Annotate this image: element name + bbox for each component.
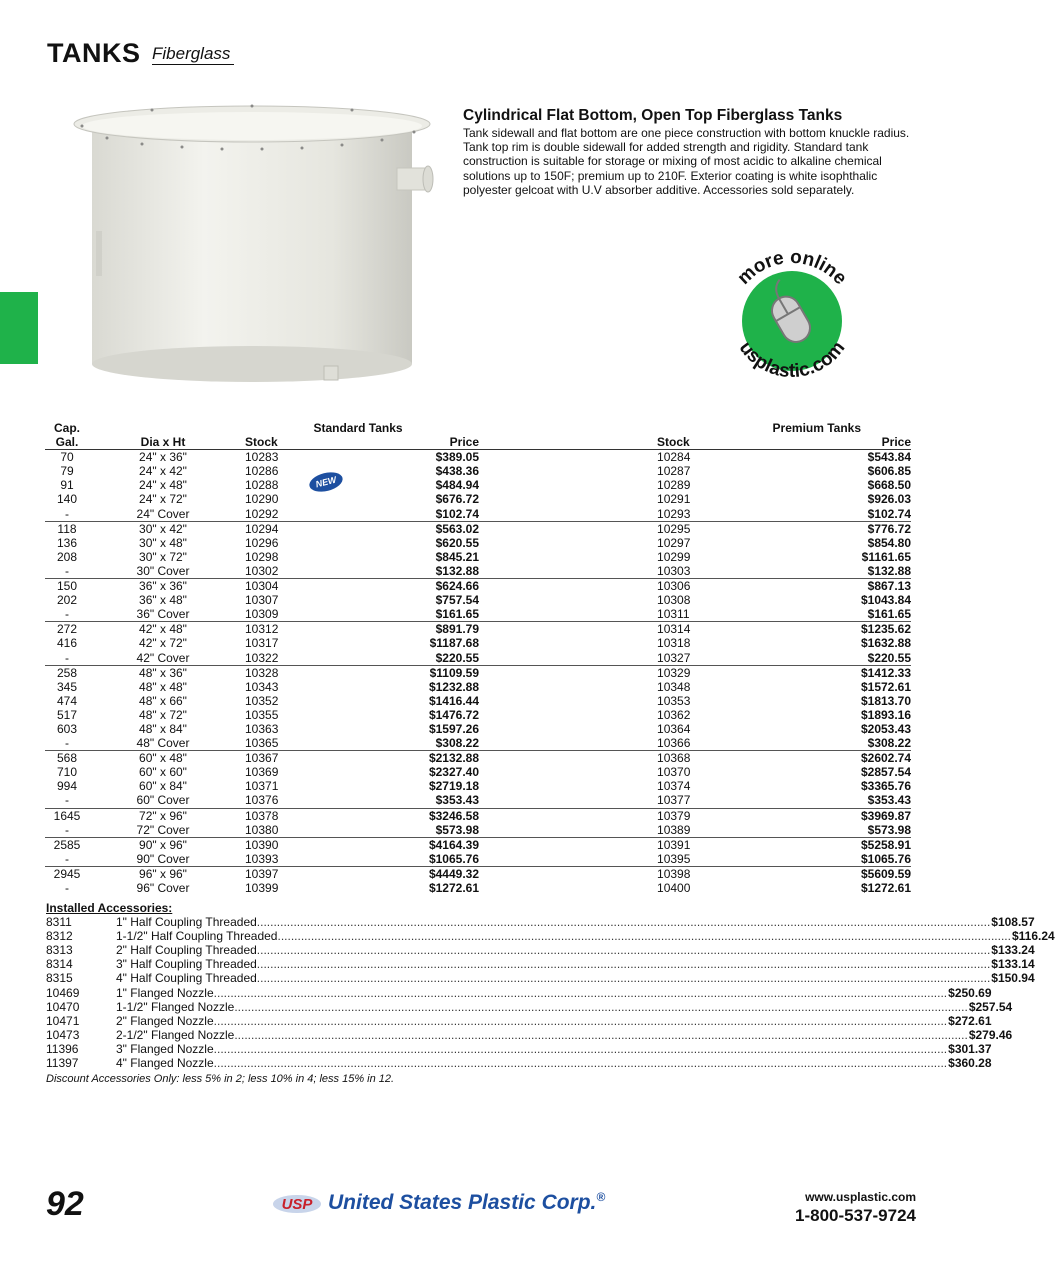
table-row <box>45 593 911 607</box>
accessory-stock: 8313 <box>46 943 73 958</box>
standard-stock-cell: 10343 <box>245 679 279 694</box>
premium-stock-cell: 10308 <box>657 593 691 608</box>
dimensions-cell: 48" x 72" <box>139 707 187 722</box>
premium-price-cell: $102.74 <box>747 507 911 522</box>
accessory-stock: 10473 <box>46 1027 80 1042</box>
standard-stock-cell: 10378 <box>245 808 279 823</box>
standard-price-cell: $2719.18 <box>428 779 480 794</box>
standard-price-cell: $573.98 <box>329 823 479 838</box>
capacity-cell: 150 <box>56 579 78 594</box>
accessory-price: $279.46 <box>968 1027 1013 1042</box>
table-row <box>45 779 911 793</box>
premium-stock-cell: 10284 <box>657 450 691 465</box>
accessory-description: 3" Half Coupling Threaded............................................................................................................................................................................................................................ <box>116 957 991 972</box>
premium-price-cell: $5258.91 <box>860 837 912 852</box>
premium-price-cell: $573.98 <box>747 823 911 838</box>
premium-stock-cell: 10297 <box>657 535 691 550</box>
page-number: 92 <box>46 1185 84 1223</box>
standard-stock-cell: 10290 <box>245 492 279 507</box>
premium-stock-cell: 10299 <box>657 549 691 564</box>
dimensions-cell: 42" x 48" <box>139 622 187 637</box>
accessory-description: 4" Flanged Nozzle............................................................................................................................................................................................................................ <box>116 1056 948 1071</box>
premium-tanks-header: Premium Tanks <box>772 421 862 435</box>
dimensions-cell: 72" Cover <box>89 823 237 838</box>
standard-stock-cell: 10288 <box>245 478 279 493</box>
dimensions-cell: 60" x 60" <box>139 765 187 780</box>
discount-note: Discount Accessories Only: less 5% in 2; less 10% in 4; less 15% in 12. <box>46 1073 395 1086</box>
company-name: United States Plastic Corp.® <box>328 1190 606 1214</box>
standard-stock-cell: 10312 <box>245 622 279 637</box>
premium-stock-cell: 10289 <box>657 478 691 493</box>
dimensions-cell: 36" x 48" <box>139 593 187 608</box>
accessory-stock: 11396 <box>46 1041 79 1056</box>
tanks-price-table <box>45 421 911 895</box>
premium-stock-cell: 10368 <box>657 751 691 766</box>
capacity-cell: - <box>45 793 89 808</box>
capacity-cell: 118 <box>57 521 77 536</box>
standard-stock-cell: 10292 <box>237 507 329 522</box>
dimensions-cell: 90" x 96" <box>139 837 187 852</box>
premium-price-cell: $1043.84 <box>860 593 912 608</box>
standard-price-cell: $1232.88 <box>428 679 480 694</box>
table-row <box>45 736 911 751</box>
premium-price-cell: $926.03 <box>867 492 912 507</box>
premium-price-cell: $3365.76 <box>860 779 912 794</box>
table-row <box>45 579 911 594</box>
premium-price-cell: $668.50 <box>867 478 912 493</box>
standard-stock-cell: 10317 <box>245 636 279 651</box>
standard-tanks-header: Standard Tanks <box>313 421 403 435</box>
tank-image <box>62 96 442 396</box>
standard-price-cell: $132.88 <box>329 564 479 579</box>
standard-stock-header: Stock <box>237 435 329 450</box>
product-title: Cylindrical Flat Bottom, Open Top Fiberglass Tanks <box>463 107 843 124</box>
dimensions-cell: 60" x 84" <box>139 779 187 794</box>
premium-price-cell: $353.43 <box>747 793 911 808</box>
standard-price-cell: $620.55 <box>435 535 480 550</box>
dimensions-cell: 24" x 36" <box>139 450 187 465</box>
capacity-cell: - <box>45 736 89 751</box>
accessory-price: $272.61 <box>948 1013 992 1028</box>
accessory-item <box>46 1027 1013 1042</box>
standard-price-cell: $563.02 <box>435 521 480 536</box>
standard-price-cell: $1109.59 <box>429 665 480 680</box>
table-row <box>45 793 911 808</box>
premium-price-cell: $1161.65 <box>861 549 912 564</box>
capacity-cell: 994 <box>56 779 78 794</box>
table-row <box>45 808 911 823</box>
standard-price-cell: $308.22 <box>329 736 479 751</box>
accessory-stock: 8311 <box>46 915 72 930</box>
dimensions-cell: 24" Cover <box>89 507 237 522</box>
table-row <box>45 694 911 708</box>
premium-stock-cell: 10329 <box>657 665 691 680</box>
standard-stock-cell: 10296 <box>245 535 279 550</box>
table-row <box>45 564 911 579</box>
premium-stock-cell: 10306 <box>657 579 691 594</box>
premium-stock-cell: 10318 <box>657 636 691 651</box>
table-row <box>45 622 911 637</box>
standard-price-cell: $676.72 <box>435 492 480 507</box>
table-row <box>45 722 911 736</box>
premium-stock-cell: 10364 <box>657 721 691 736</box>
premium-stock-cell: 10291 <box>657 492 691 507</box>
dimensions-cell: 30" x 48" <box>139 535 187 550</box>
premium-stock-cell: 10391 <box>657 837 691 852</box>
capacity-cell: - <box>45 607 89 622</box>
accessories-list <box>46 915 1055 1071</box>
capacity-cell: 474 <box>56 693 78 708</box>
accessory-stock: 8312 <box>46 929 73 944</box>
dimensions-cell: 24" x 42" <box>139 464 187 479</box>
premium-price-header: Price <box>747 435 911 450</box>
table-row <box>45 651 911 666</box>
accessory-item <box>46 915 1035 930</box>
standard-stock-cell: 10294 <box>245 521 279 536</box>
accessory-stock: 10470 <box>46 999 80 1014</box>
premium-price-cell: $1572.61 <box>860 679 912 694</box>
standard-stock-cell: 10352 <box>245 693 279 708</box>
standard-price-cell: $757.54 <box>435 593 480 608</box>
standard-stock-cell: 10397 <box>245 866 279 881</box>
website-link[interactable]: www.usplastic.com <box>805 1190 916 1204</box>
standard-price-cell: $891.79 <box>435 622 480 637</box>
premium-price-cell: $776.72 <box>867 521 912 536</box>
capacity-cell: 1645 <box>53 808 81 823</box>
section-tab <box>0 292 38 364</box>
capacity-cell: 208 <box>56 549 78 564</box>
accessory-item <box>46 985 992 1000</box>
standard-stock-cell: 10328 <box>245 665 279 680</box>
capacity-cell: 517 <box>56 707 78 722</box>
standard-stock-cell: 10309 <box>237 607 329 622</box>
standard-price-cell: $1416.44 <box>428 693 480 708</box>
premium-price-cell: $1065.76 <box>747 852 911 867</box>
dimensions-cell: 48" x 84" <box>139 721 187 736</box>
premium-stock-cell: 10370 <box>657 765 691 780</box>
standard-price-cell: $1187.68 <box>429 636 480 651</box>
table-row <box>45 521 911 536</box>
accessory-description: 2" Half Coupling Threaded............................................................................................................................................................................................................................ <box>116 943 991 958</box>
standard-stock-cell: 10363 <box>245 721 279 736</box>
accessory-description: 2" Flanged Nozzle............................................................................................................................................................................................................................ <box>116 1013 948 1028</box>
standard-price-cell: $484.94 <box>435 478 480 493</box>
standard-price-cell: $389.05 <box>435 450 480 465</box>
table-row <box>45 607 911 622</box>
capacity-cell: 345 <box>56 679 78 694</box>
premium-stock-cell: 10348 <box>657 679 691 694</box>
premium-stock-cell: 10287 <box>657 464 691 479</box>
table-row <box>45 464 911 478</box>
usplastic-text: usplastic.com <box>734 337 850 383</box>
new-badge: NEW <box>307 469 344 495</box>
standard-price-cell: $3246.58 <box>428 808 480 823</box>
capacity-cell: 140 <box>56 492 78 507</box>
standard-stock-cell: 10286 <box>245 464 279 479</box>
dimensions-cell: 30" Cover <box>89 564 237 579</box>
standard-price-cell: $220.55 <box>329 651 479 666</box>
table-row <box>45 708 911 722</box>
premium-price-cell: $161.65 <box>747 607 911 622</box>
premium-price-cell: $2857.54 <box>860 765 912 780</box>
capacity-cell: - <box>45 651 89 666</box>
accessory-price: $257.54 <box>968 999 1013 1014</box>
capacity-cell: 91 <box>60 478 74 493</box>
standard-stock-cell: 10283 <box>245 450 279 465</box>
premium-price-cell: $1813.70 <box>860 693 912 708</box>
premium-stock-cell: 10398 <box>657 866 691 881</box>
dimensions-cell: 30" x 72" <box>139 549 187 564</box>
accessory-description: 1-1/2" Flanged Nozzle............................................................................................................................................................................................................................ <box>116 999 968 1014</box>
dimensions-cell: 48" x 36" <box>139 665 187 680</box>
dimensions-cell: 42" Cover <box>89 651 237 666</box>
standard-price-cell: $2327.40 <box>428 765 480 780</box>
premium-price-cell: $1632.88 <box>860 636 912 651</box>
table-row <box>45 492 911 506</box>
more-online-text: more online <box>733 246 851 289</box>
accessory-price: $301.37 <box>948 1041 992 1056</box>
dimensions-cell: 60" Cover <box>89 793 237 808</box>
premium-stock-cell: 10293 <box>657 507 747 522</box>
premium-stock-cell: 10353 <box>657 693 691 708</box>
accessory-description: 1-1/2" Half Coupling Threaded............................................................................................................................................................................................................................ <box>116 929 1011 944</box>
standard-price-cell: $624.66 <box>435 579 480 594</box>
dimensions-cell: 36" Cover <box>89 607 237 622</box>
capacity-cell: - <box>65 881 69 895</box>
standard-stock-cell: 10322 <box>237 651 329 666</box>
dimensions-cell: 90" Cover <box>89 852 237 867</box>
capacity-cell: 79 <box>60 464 74 479</box>
premium-price-cell: $3969.87 <box>860 808 912 823</box>
accessory-price: $108.57 <box>991 915 1035 930</box>
accessory-price: $360.28 <box>948 1056 992 1071</box>
page-subtitle: Fiberglass <box>152 44 234 65</box>
capacity-cell: 568 <box>56 751 78 766</box>
standard-stock-cell: 10393 <box>237 852 329 867</box>
table-row <box>45 680 911 694</box>
accessory-description: 1" Half Coupling Threaded............................................................................................................................................................................................................................ <box>116 915 991 930</box>
dimensions-cell: 48" x 66" <box>139 693 187 708</box>
capacity-cell: 603 <box>56 721 78 736</box>
premium-stock-cell: 10400 <box>657 881 691 895</box>
dimensions-cell: 96" Cover <box>136 881 190 895</box>
standard-stock-cell: 10307 <box>245 593 279 608</box>
tanks-table-body <box>45 450 911 895</box>
accessory-item <box>46 1056 992 1071</box>
table-row <box>45 823 911 838</box>
accessory-stock: 8314 <box>46 957 73 972</box>
premium-stock-header: Stock <box>657 435 747 450</box>
usp-logo <box>272 1192 322 1216</box>
standard-stock-cell: 10367 <box>245 751 279 766</box>
dimensions-cell: 72" x 96" <box>139 808 187 823</box>
dia-header: Dia x Ht <box>89 435 237 450</box>
gal-header: Gal. <box>45 435 89 450</box>
capacity-cell: - <box>45 852 89 867</box>
accessory-description: 2-1/2" Flanged Nozzle............................................................................................................................................................................................................................ <box>116 1027 968 1042</box>
premium-stock-cell: 10362 <box>657 707 691 722</box>
table-row <box>45 507 911 522</box>
premium-price-cell: $1272.61 <box>860 881 912 895</box>
accessory-item <box>46 1041 992 1056</box>
accessory-stock: 10471 <box>46 1013 80 1028</box>
premium-stock-cell: 10327 <box>657 651 747 666</box>
accessory-item <box>46 971 1035 986</box>
standard-stock-cell: 10376 <box>237 793 329 808</box>
table-row <box>45 636 911 650</box>
accessory-item <box>46 943 1035 958</box>
product-description: Tank sidewall and flat bottom are one piece construction with bottom knuckle radius. Tank top rim is double sidewall for added strength and rigidity. Standard tank construction is suitable for storage or mixing of most acidic to alkaline chemical solutions up to 150F; premium up to 210F. Exterior coating is white isophthalic polyester gelcoat with U.V absorber additive. Accessories sold separately. <box>463 126 910 197</box>
premium-price-cell: $854.80 <box>867 535 912 550</box>
standard-stock-cell: 10380 <box>237 823 329 838</box>
premium-price-cell: $132.88 <box>747 564 911 579</box>
standard-stock-cell: 10371 <box>245 779 279 794</box>
accessory-stock: 11397 <box>46 1056 79 1071</box>
premium-stock-cell: 10295 <box>657 521 691 536</box>
capacity-cell: 2585 <box>53 837 81 852</box>
accessory-price: $250.69 <box>948 985 992 1000</box>
capacity-cell: 272 <box>56 622 78 637</box>
standard-stock-cell: 10390 <box>245 837 279 852</box>
accessory-price: $133.14 <box>991 957 1035 972</box>
premium-price-cell: $1235.62 <box>860 622 912 637</box>
dimensions-cell: 24" x 72" <box>139 492 187 507</box>
standard-price-cell: $845.21 <box>435 549 480 564</box>
accessory-stock: 8315 <box>46 971 73 986</box>
dimensions-cell: 24" x 48" <box>139 478 187 493</box>
dimensions-cell: 42" x 72" <box>139 636 187 651</box>
capacity-cell: - <box>45 507 89 522</box>
premium-price-cell: $2053.43 <box>860 721 912 736</box>
standard-price-cell: $1065.76 <box>329 852 479 867</box>
accessory-item <box>46 999 1013 1014</box>
standard-price-cell: $438.36 <box>435 464 480 479</box>
accessory-item <box>46 929 1055 944</box>
capacity-cell: 202 <box>56 593 78 608</box>
accessories-heading: Installed Accessories: <box>46 901 173 915</box>
dimensions-cell: 30" x 42" <box>139 521 187 536</box>
capacity-cell: 416 <box>56 636 78 651</box>
capacity-cell: - <box>45 823 89 838</box>
premium-stock-cell: 10314 <box>657 622 691 637</box>
standard-price-cell: $161.65 <box>329 607 479 622</box>
accessory-stock: 10469 <box>46 985 80 1000</box>
accessory-description: 1" Flanged Nozzle............................................................................................................................................................................................................................ <box>116 985 948 1000</box>
table-row <box>45 478 911 492</box>
standard-price-header: Price <box>329 435 479 450</box>
table-row <box>45 536 911 550</box>
standard-stock-cell: 10302 <box>237 564 329 579</box>
standard-stock-cell: 10298 <box>245 549 279 564</box>
premium-stock-cell: 10311 <box>657 607 747 622</box>
standard-price-cell: $102.74 <box>329 507 479 522</box>
accessory-description: 4" Half Coupling Threaded............................................................................................................................................................................................................................ <box>116 971 991 986</box>
table-row <box>45 751 911 766</box>
page-title: TANKS <box>47 38 141 68</box>
premium-price-cell: $2602.74 <box>860 751 912 766</box>
capacity-cell: 70 <box>60 450 74 465</box>
standard-stock-cell: 10369 <box>245 765 279 780</box>
premium-stock-cell: 10303 <box>657 564 747 579</box>
capacity-cell: - <box>45 564 89 579</box>
premium-stock-cell: 10395 <box>657 852 747 867</box>
accessory-item <box>46 1013 992 1028</box>
premium-price-cell: $606.85 <box>867 464 912 479</box>
more-online-badge[interactable] <box>720 245 865 395</box>
cap-header: Cap. <box>53 421 80 435</box>
table-row <box>45 550 911 564</box>
dimensions-cell: 48" x 48" <box>139 679 187 694</box>
dimensions-cell: 60" x 48" <box>139 751 187 766</box>
standard-price-cell: $1597.26 <box>428 721 480 736</box>
premium-price-cell: $1893.16 <box>860 707 912 722</box>
capacity-cell: 2945 <box>53 866 81 881</box>
standard-price-cell: $1476.72 <box>428 707 480 722</box>
dimensions-cell: 96" x 96" <box>139 866 187 881</box>
table-row <box>45 765 911 779</box>
premium-stock-cell: 10379 <box>657 808 691 823</box>
standard-price-cell: $2132.88 <box>428 751 480 766</box>
premium-stock-cell: 10366 <box>657 736 747 751</box>
capacity-cell: 710 <box>56 765 78 780</box>
premium-price-cell: $543.84 <box>867 450 912 465</box>
standard-price-cell: $4164.39 <box>428 837 480 852</box>
table-row <box>45 866 911 881</box>
standard-stock-cell: 10355 <box>245 707 279 722</box>
accessory-description: 3" Flanged Nozzle............................................................................................................................................................................................................................ <box>116 1041 948 1056</box>
table-row <box>45 665 911 680</box>
dimensions-cell: 48" Cover <box>89 736 237 751</box>
table-row <box>45 852 911 867</box>
premium-stock-cell: 10377 <box>657 793 747 808</box>
accessory-price: $116.24 <box>1011 929 1055 944</box>
premium-price-cell: $308.22 <box>747 736 911 751</box>
phone-number: 1-800-537-9724 <box>795 1206 916 1225</box>
standard-price-cell: $4449.32 <box>428 866 480 881</box>
standard-price-cell: $353.43 <box>329 793 479 808</box>
premium-price-cell: $5609.59 <box>860 866 912 881</box>
svg-text:USP: USP <box>281 1196 313 1213</box>
standard-price-cell: $1272.61 <box>428 881 480 895</box>
table-row <box>45 837 911 852</box>
standard-stock-cell: 10304 <box>245 579 279 594</box>
capacity-cell: 258 <box>56 665 78 680</box>
premium-stock-cell: 10389 <box>657 823 747 838</box>
premium-price-cell: $1412.33 <box>860 665 912 680</box>
capacity-cell: 136 <box>56 535 78 550</box>
table-row <box>45 881 911 895</box>
table-row <box>45 450 911 465</box>
dimensions-cell: 36" x 36" <box>139 579 187 594</box>
accessory-price: $150.94 <box>991 971 1035 986</box>
standard-stock-cell: 10399 <box>245 881 279 895</box>
accessory-price: $133.24 <box>991 943 1035 958</box>
premium-price-cell: $220.55 <box>747 651 911 666</box>
standard-stock-cell: 10365 <box>237 736 329 751</box>
premium-price-cell: $867.13 <box>867 579 912 594</box>
premium-stock-cell: 10374 <box>657 779 691 794</box>
accessory-item <box>46 957 1035 972</box>
accessories-section <box>46 901 1055 1086</box>
